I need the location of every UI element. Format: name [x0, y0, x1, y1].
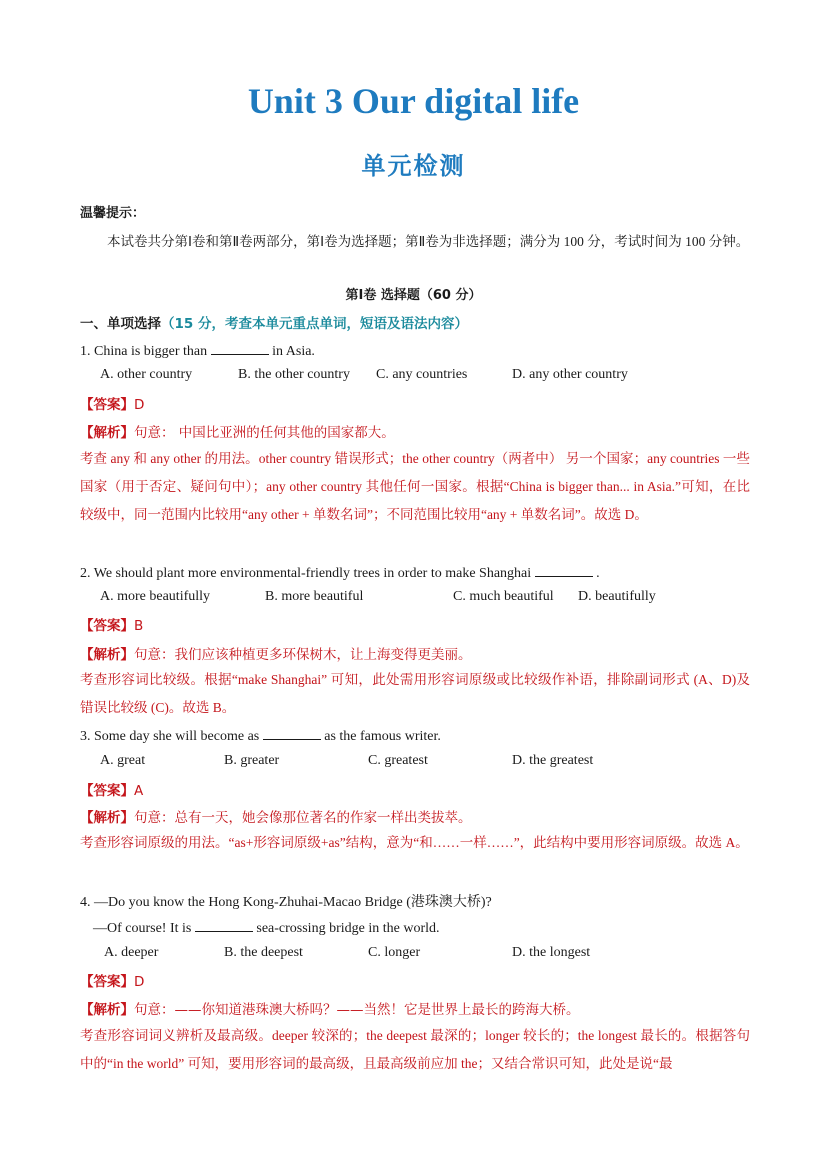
option-a: A. other country [100, 367, 193, 382]
option-d: D. beautifully [578, 589, 656, 604]
part-heading [80, 312, 468, 332]
question-4-analysis: 【解析】句意：——你知道港珠澳大桥吗？——当然！它是世界上最长的跨海大桥。 [80, 1002, 580, 1018]
answer-blank [535, 564, 593, 577]
question-1-answer: 【答案】D [80, 397, 145, 413]
option-b: B. the other country [238, 367, 350, 382]
question-3-analysis: 【解析】句意：总有一天，她会像那位著名的作家一样出类拔萃。 [80, 810, 472, 826]
option-a: A. deeper [104, 945, 159, 960]
option-d: D. the longest [512, 945, 591, 960]
question-1-analysis: 【解析】句意： 中国比亚洲的任何其他的国家都大。 [80, 425, 395, 441]
option-d: D. the greatest [512, 753, 594, 768]
question-4-explanation: 考查形容词词义辨析及最高级。deeper 较深的；the deepest 最深的；longer 较长的；the longest 最长的。根据答句中的“in the world” 可知，要用形容词的最高级，且最高级前应加 the；又结合常识可知，此处是说“最 [80, 1028, 750, 1071]
question-3-stem: 3. Some day she will become as as the famous writer. [80, 729, 441, 744]
option-c: C. longer [368, 945, 421, 960]
option-c: C. any countries [376, 367, 468, 382]
answer-blank [263, 727, 321, 740]
question-2-analysis: 【解析】句意：我们应该种植更多环保树木，让上海变得更美丽。 [80, 647, 472, 663]
answer-blank [195, 919, 253, 932]
question-2-stem: 2. We should plant more environmental-friendly trees in order to make Shanghai . [80, 566, 600, 581]
option-a: A. great [100, 753, 146, 768]
option-c: C. greatest [368, 753, 428, 768]
option-c: C. much beautiful [453, 589, 554, 604]
option-d: D. any other country [512, 367, 628, 382]
option-b: B. more beautiful [265, 589, 364, 604]
question-3-explanation: 考查形容词原级的用法。“as+形容词原级+as”结构，意为“和……一样……”，此结构中要用形容词原级。故选 A。 [80, 835, 749, 850]
question-4-stem: 4. —Do you know the Hong Kong-Zhuhai-Macao Bridge (港珠澳大桥)? [80, 895, 492, 910]
question-1-explanation: 考查 any 和 any other 的用法。other country 错误形式；the other country（两者中） 另一个国家；any countries 一些国家（用于否定、疑问句中）；any other country 其他任何一国家。根据“China is bigger than... in Asia.”可知，在比较级中，同一范围内比较用“any other + 单数名词”；不同范围比较用“any + 单数名词”。故选 D。 [80, 451, 750, 522]
option-b: B. the deepest [224, 945, 303, 960]
section-heading: 第Ⅰ卷 选择题（60 分） [345, 288, 482, 303]
part-note: （15 分，考查本单元重点单词，短语及语法内容） [161, 316, 468, 332]
question-1-stem: 1. China is bigger than in Asia. [80, 344, 315, 359]
part-label: 一、单项选择 [80, 316, 161, 332]
page-subtitle: 单元检测 [361, 152, 466, 180]
question-3-answer: 【答案】A [80, 783, 144, 799]
question-2-explanation: 考查形容词比较级。根据“make Shanghai” 可知，此处需用形容词原级或比较级作补语，排除副词形式 (A、D)及错误比较级 (C)。故选 B。 [80, 672, 750, 715]
question-4-reply: —Of course! It is sea-crossing bridge in the world. [93, 921, 440, 936]
question-4-answer: 【答案】D [80, 974, 145, 990]
tip-body: 本试卷共分第Ⅰ卷和第Ⅱ卷两部分，第Ⅰ卷为选择题；第Ⅱ卷为非选择题；满分为 100 分，考试时间为 100 分钟。 [107, 234, 750, 249]
option-b: B. greater [224, 753, 280, 768]
page-title: Unit 3 Our digital life [247, 81, 580, 121]
question-2-answer: 【答案】B [80, 618, 144, 634]
tip-heading: 温馨提示： [80, 206, 146, 221]
option-a: A. more beautifully [100, 589, 211, 604]
answer-blank [211, 342, 269, 355]
